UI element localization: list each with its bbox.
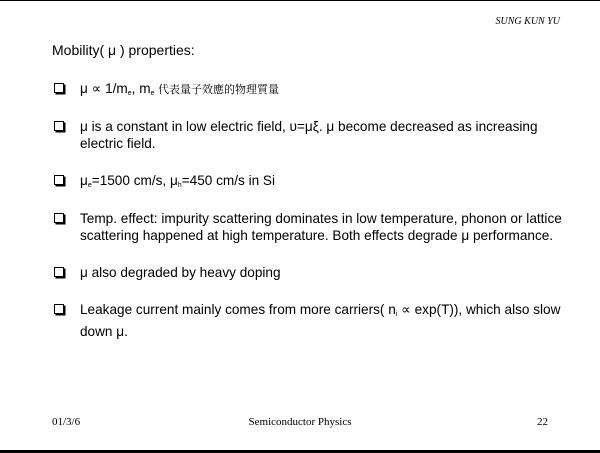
bullet-text: μ also degraded by heavy doping bbox=[80, 265, 281, 280]
checkbox-bullet-icon bbox=[54, 83, 64, 93]
footer-date: 01/3/6 bbox=[52, 416, 81, 428]
top-border bbox=[0, 0, 600, 1]
checkbox-bullet-icon bbox=[54, 304, 64, 314]
checkbox-bullet-icon bbox=[54, 267, 64, 277]
checkbox-bullet-icon bbox=[54, 175, 64, 185]
checkbox-bullet-icon bbox=[54, 213, 64, 223]
bullet-text: μ is a constant in low electric field, υ=μξ. μ become decreased as increasing electric field. bbox=[80, 119, 538, 151]
bullet-text: $\mu \propto 1/m_e$, $m_e$ 代表量子效應的物理質量 bbox=[80, 81, 279, 97]
bullet-text: $\mu_e=1500$ cm/s, $\mu_h=450$ cm/s in Si bbox=[80, 173, 276, 189]
slide-title: Mobility( μ ) properties: bbox=[52, 42, 195, 58]
checkbox-bullet-icon bbox=[54, 121, 64, 131]
bullet-text: Leakage current mainly comes from more carriers( $n_i \propto \exp(T)$), which also slow down μ. bbox=[80, 302, 561, 339]
footer-course: Semiconductor Physics bbox=[248, 416, 352, 428]
footer-page-number: 22 bbox=[537, 416, 548, 428]
bullet-text: Temp. effect: impurity scattering dominates in low temperature, phonon or lattice scattering happened at high temperature. Both effects degrade μ performance. bbox=[80, 211, 562, 243]
author-header: SUNG KUN YU bbox=[495, 16, 560, 27]
